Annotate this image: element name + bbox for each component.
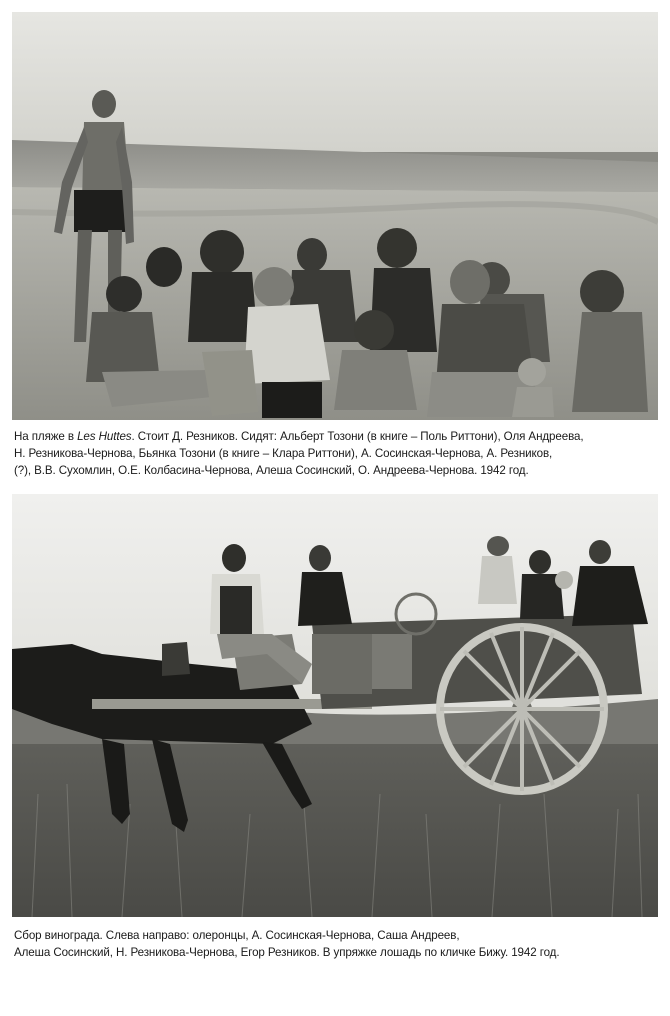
caption-line: Сбор винограда. Слева направо: олеронцы, А. Сосинская-Чернова, Саша Андреев,	[14, 929, 460, 942]
grape-harvest-photo	[12, 494, 658, 917]
beach-photo-drawing	[12, 12, 658, 420]
caption-line	[14, 428, 656, 445]
cart-wheel	[440, 627, 604, 791]
caption-place-name: Les Huttes	[77, 430, 132, 443]
harvest-photo-caption	[14, 927, 656, 961]
beach-group-photo	[12, 12, 658, 420]
caption-line: (?), В.В. Сухомлин, О.Е. Колбасина-Чернова, Алеша Сосинский, О. Андреева-Чернова. 1942 год.	[14, 464, 529, 477]
caption-line: Алеша Сосинский, Н. Резникова-Чернова, Егор Резников. В упряжке лошадь по кличке Бижу. 1942 год.	[14, 946, 560, 959]
caption-text: На пляже в	[14, 430, 78, 443]
harvest-photo-drawing	[12, 494, 658, 917]
beach-photo-caption	[14, 428, 656, 479]
caption-line: Н. Резникова-Чернова, Бьянка Тозони (в книге – Клара Риттони), А. Сосинская-Чернова, А. Резников,	[14, 447, 553, 460]
caption-text: . Стоит Д. Резников. Сидят: Альберт Тозони (в книге – Поль Риттони), Оля Андреева,	[131, 430, 584, 443]
